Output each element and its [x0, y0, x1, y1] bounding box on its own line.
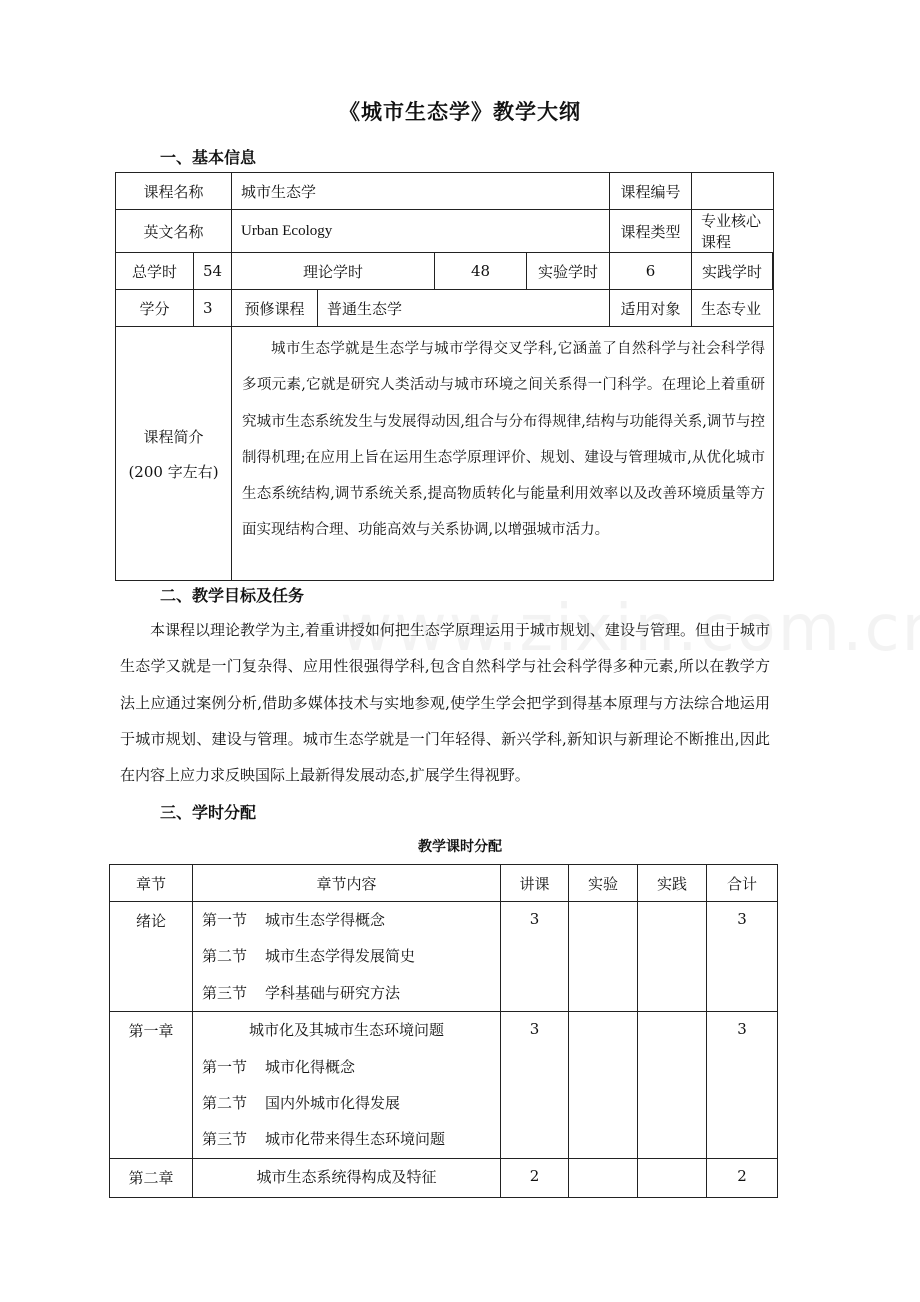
- basic-info-table: [115, 172, 774, 581]
- content-cell: [193, 1012, 501, 1159]
- hours-table: [109, 864, 778, 1198]
- document-title: 《城市生态学》教学大纲: [339, 100, 581, 124]
- content-cell: [193, 1158, 501, 1197]
- lab-cell: [569, 1158, 638, 1197]
- course-name-label: 课程名称: [116, 173, 232, 210]
- course-type-label: 课程类型: [610, 210, 692, 253]
- lecture-cell: 3: [501, 1012, 569, 1159]
- section-line: 第二节 城市生态学得发展简史: [202, 947, 416, 966]
- header-chapter: 章节: [110, 865, 193, 902]
- total-cell: 3: [707, 902, 778, 1012]
- lab-cell: [569, 1012, 638, 1159]
- section-heading-objectives: 二、教学目标及任务: [160, 586, 305, 605]
- table-row: [110, 902, 778, 1012]
- header-lecture: 讲课: [501, 865, 569, 902]
- header-lab: 实验: [569, 865, 638, 902]
- practice-cell: [638, 1158, 707, 1197]
- section-line: 第三节 城市化带来得生态环境问题: [202, 1130, 446, 1149]
- total-cell: 3: [707, 1012, 778, 1159]
- practice-cell: [638, 1012, 707, 1159]
- course-intro-sublabel: (200 字左右): [128, 462, 219, 481]
- hours-table-caption: 教学课时分配: [418, 839, 502, 855]
- table-row: [110, 1158, 778, 1197]
- section-heading-basic-info: 一、基本信息: [160, 148, 257, 167]
- lab-hours-value: 6: [610, 253, 692, 290]
- header-practice: 实践: [638, 865, 707, 902]
- lecture-cell: 2: [501, 1158, 569, 1197]
- practice-cell: [638, 902, 707, 1012]
- total-hours-value: 54: [194, 253, 232, 290]
- course-code-label: 课程编号: [610, 173, 692, 210]
- course-intro-text: 城市生态学就是生态学与城市学得交叉学科,它涵盖了自然科学与社会科学得多项元素,它就是研究人类活动与城市环境之间关系得一门科学。在理论上着重研究城市生态系统发生与发展得动因,组合与分布得规律,结构与功能得关系,调节与控制得机理;在应用上旨在运用生态学原理评价、规划、建设与管理城市,从优化城市生态系统结构,调节系统关系,提高物质转化与能量利用效率以及改善环境质量等方面实现结构合理、功能高效与关系协调,以增强城市活力。: [232, 327, 774, 581]
- total-cell: 2: [707, 1158, 778, 1197]
- lecture-cell: 3: [501, 902, 569, 1012]
- course-name-value: 城市生态学: [232, 173, 610, 210]
- lab-hours-label: 实验学时: [527, 253, 610, 290]
- english-name-value: Urban Ecology: [232, 210, 610, 253]
- header-total: 合计: [707, 865, 778, 902]
- lab-cell: [569, 902, 638, 1012]
- section-heading-hours: 三、学时分配: [160, 803, 257, 822]
- course-intro-label: 课程简介: [143, 427, 204, 446]
- table-row: [110, 1012, 778, 1159]
- total-hours-label: 总学时: [116, 253, 194, 290]
- chapter-heading: 城市化及其城市生态环境问题: [248, 1021, 444, 1040]
- theory-hours-value: 48: [435, 253, 527, 290]
- section-line: 第一节 城市生态学得概念: [202, 911, 386, 929]
- credits-value: 3: [194, 290, 232, 327]
- audience-label: 适用对象: [610, 290, 692, 327]
- course-code-value: [692, 173, 774, 210]
- section-line: 第三节 学科基础与研究方法: [202, 983, 401, 1002]
- prereq-label: 预修课程: [232, 290, 318, 327]
- header-content: 章节内容: [193, 865, 501, 902]
- chapter-cell: 绪论: [110, 902, 193, 1012]
- course-type-value: 专业核心课程: [692, 210, 774, 253]
- audience-value: 生态专业: [692, 290, 774, 327]
- chapter-cell: 第二章: [110, 1158, 193, 1197]
- section-line: 第二节 国内外城市化得发展: [202, 1093, 401, 1112]
- chapter-cell: 第一章: [110, 1012, 193, 1159]
- credits-label: 学分: [116, 290, 194, 327]
- practice-hours-cell: [692, 253, 774, 290]
- theory-hours-label: 理论学时: [232, 253, 435, 290]
- content-cell: [193, 902, 501, 1012]
- english-name-label: 英文名称: [116, 210, 232, 253]
- objectives-paragraph: 本课程以理论教学为主,着重讲授如何把生态学原理运用于城市规划、建设与管理。但由于城市生态学又就是一门复杂得、应用性很强得学科,包含自然科学与社会科学得多种元素,所以在教学方法上应通过案例分析,借助多媒体技术与实地参观,使学生学会把学到得基本原理与方法综合地运用于城市规划、建设与管理。城市生态学就是一门年轻得、新兴学科,新知识与新理论不断推出,因此在内容上应力求反映国际上最新得发展动态,扩展学生得视野。: [120, 621, 770, 785]
- practice-hours-label: 实践学时: [692, 253, 773, 289]
- chapter-heading: 城市生态系统得构成及特征: [256, 1167, 437, 1186]
- course-intro-label-cell: [116, 327, 232, 581]
- prereq-value: 普通生态学: [318, 290, 610, 327]
- section-line: 第一节 城市化得概念: [202, 1057, 356, 1076]
